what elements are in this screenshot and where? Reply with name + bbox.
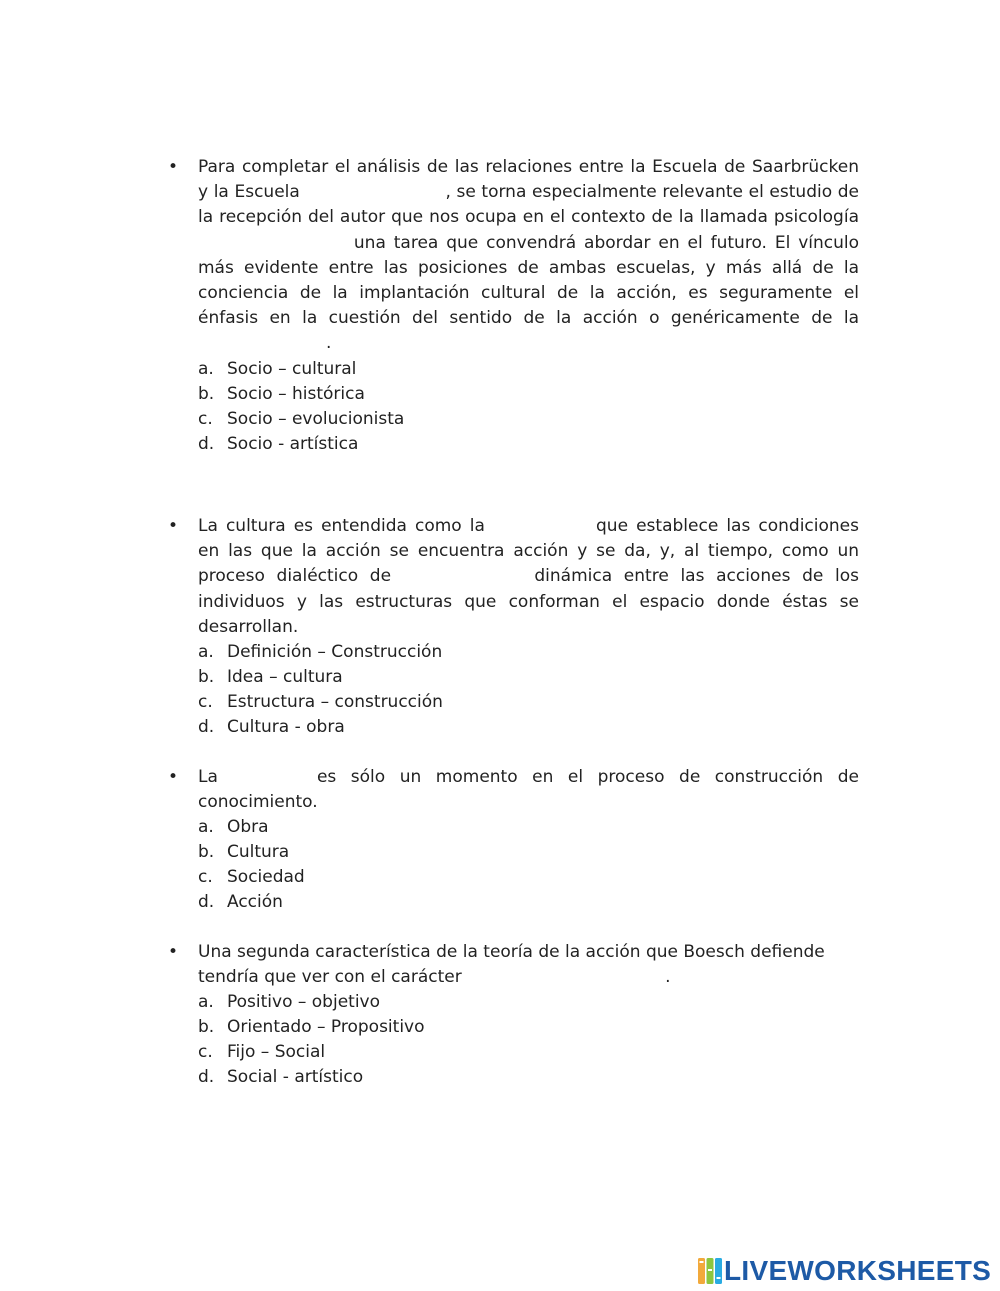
answer-blank-2[interactable] [198,232,346,248]
option-text: Positivo – objetivo [227,992,381,1013]
stem-text: dinámica entre las acciones de los individuos y las estructuras que conforman el espacio donde éstas se desarrollan. [198,566,859,637]
option-text: Definición – Construcción [227,642,443,663]
question-3-stem [198,765,859,815]
answer-blank-3[interactable] [198,332,326,348]
stem-text: Una segunda característica de la teoría de la acción que Boesch defiende tendría que ver con el carácter [198,942,825,988]
option-text: Socio - artística [227,433,359,454]
option-letter: c. [198,1042,213,1063]
option-text: Socio – cultural [227,358,357,379]
option-a [198,357,859,382]
option-letter: a. [198,642,214,663]
liveworksheets-logo [698,1256,991,1286]
option-text: Socio – evolucionista [227,408,405,429]
option-d [198,715,859,740]
option-letter: a. [198,358,214,379]
option-letter: d. [198,433,215,454]
option-d [198,890,859,915]
option-b [198,382,859,407]
option-d [198,432,859,457]
options-list [168,815,859,915]
option-letter: d. [198,717,215,738]
bullet-icon: • [168,942,179,962]
option-letter: b. [198,383,215,404]
option-letter: c. [198,692,213,713]
option-text: Sociedad [227,867,305,888]
option-letter: a. [198,817,214,838]
option-b [198,665,859,690]
stem-text: La cultura es entendida como la [198,516,493,536]
option-text: Estructura – construcción [227,692,443,713]
option-letter: b. [198,667,215,688]
option-text: Acción [227,892,283,913]
option-b [198,1015,859,1040]
options-list [168,640,859,740]
question-4-stem [198,940,859,990]
option-d [198,1065,859,1090]
option-c [198,690,859,715]
liveworksheets-mark-icon [698,1258,722,1284]
option-c [198,865,859,890]
option-letter: c. [198,408,213,429]
stem-text: Para completar el análisis de las relaciones entre la Escuela de Saarbrücken y la Escuela [198,157,859,203]
bullet-icon: • [168,516,179,536]
option-a [198,640,859,665]
question-2 [168,514,859,740]
question-1 [168,155,859,457]
stem-text: . [326,333,332,354]
option-letter: b. [198,842,215,863]
bullet-icon: • [168,767,179,787]
option-text: Socio – histórica [227,383,365,404]
answer-blank-1[interactable] [467,966,665,982]
option-text: Idea – cultura [227,667,343,688]
stem-text: , se torna especialmente relevante el estudio de la recepción del autor que nos ocupa en el contexto de la llamada psicología [198,182,859,228]
stem-text: que establece las condiciones en las que la acción se encuentra acción y se da, y, al tiempo, como un proceso dialéctico de [198,516,859,587]
option-text: Cultura [227,842,290,863]
options-list [168,990,859,1090]
option-letter: d. [198,1067,215,1088]
answer-blank-1[interactable] [493,515,588,531]
stem-text: una tarea que convendrá abordar en el futuro. El vínculo más evidente entre las posiciones de ambas escuelas, y más allá de la conciencia de la implantación cultural de la acción, es seguramente el énfasis en la cuestión del sentido de la acción o genéricamente de la [198,232,859,329]
brand-name: LIVEWORKSHEETS [724,1255,992,1286]
option-letter: b. [198,1017,215,1038]
question-4 [168,940,859,1090]
option-c [198,1040,859,1065]
option-text: Social - artístico [227,1067,364,1088]
answer-blank-1[interactable] [305,181,445,197]
options-list [168,357,859,457]
option-b [198,840,859,865]
stem-text: es sólo un momento en el proceso de construcción de conocimiento. [198,767,859,813]
option-letter: d. [198,892,215,913]
bullet-icon: • [168,157,179,177]
question-3 [168,765,859,915]
question-1-stem [198,155,859,357]
option-text: Cultura - obra [227,717,345,738]
option-letter: c. [198,867,213,888]
option-letter: a. [198,992,214,1013]
option-a [198,815,859,840]
question-2-stem [198,514,859,640]
stem-text: . [665,967,671,988]
option-a [198,990,859,1015]
stem-text: La [198,767,233,787]
option-text: Fijo – Social [227,1042,326,1063]
option-text: Orientado – Propositivo [227,1017,425,1038]
option-text: Obra [227,817,269,838]
answer-blank-2[interactable] [403,565,523,581]
answer-blank-1[interactable] [232,766,302,782]
option-c [198,407,859,432]
